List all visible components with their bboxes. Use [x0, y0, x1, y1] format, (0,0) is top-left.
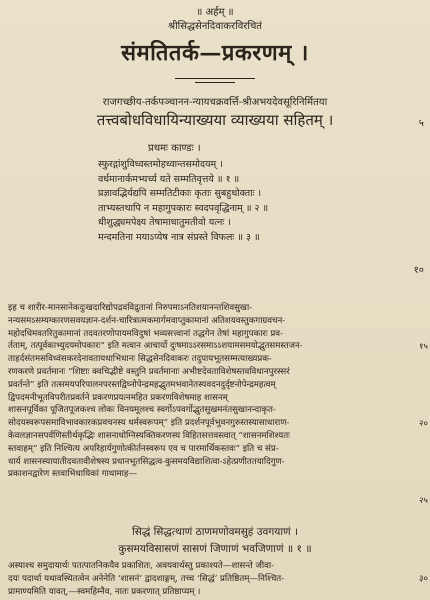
commentator-line: राजगच्छीय-तर्कपञ्चानन-न्यायचक्रवर्त्ति-श्रीअभयदेवसूरिनिर्मितया — [102, 97, 328, 108]
commentary-line: सोदयस्वरूपसमाविभावकारकप्रवचनस्य धर्मस्वरूपम्” इति प्रदर्शनपूर्वभुवनगुरुस्तस्यासाधाराण- — [8, 418, 290, 429]
verse-line: स्फुरद्गांशुविध्वस्तमोहध्वान्तसमोदयम् । — [98, 159, 223, 170]
verse-line: प्रज्ञावद्भिर्यद्यपि सम्मतिटीकाः कृताः सुबहुधोक्ताः । — [98, 188, 262, 199]
commentary-line: प्रकाशनद्वारेण स्तवाभिधायिकां गाथामाह— — [8, 469, 138, 480]
margin-number-15: १५ — [419, 342, 428, 352]
margin-number-25: २५ — [419, 496, 428, 506]
margin-number-10: १० — [413, 265, 424, 276]
commentary-line: प्रवर्तन्ते” इति तत्समयपरिपालनपरस्तद्विघ्नोपेन्द्रमहद्भुतमभवानेतस्यवदनदुर्दृष्टनोपेन्द्रमहत्वम् — [8, 379, 276, 390]
top-invocation: ॥ अर्हम् ॥ — [196, 7, 234, 18]
commentary-line: धार्य शासनस्यायातीदवतावीशेषस्य प्रधानभूतसिद्धत्व-कुसमयविद्याशित्वा-ऽहेत्प्रणीततयादिगुण- — [8, 456, 285, 467]
page-title: संमतितर्क—प्रकरणम् । — [121, 40, 309, 66]
gatha-line-1: सिद्धं सिद्धत्थाणं ठाणमणोवमसुहं उवगयाणं । — [132, 526, 298, 538]
tail-line: प्रामाण्यमिति यावत्,—स्वमहिम्नैव, नातः प्रकरणात् प्रतिष्ठाप्यम् । — [8, 586, 201, 597]
commentary-line: स्तवाहम्” इति निश्चित्य अपरिहार्यगुणोत्कीर्तनस्वरूप एव च पारमार्थिकस्तवः” इति च संप्र- — [8, 443, 279, 454]
margin-number-20: २० — [419, 419, 428, 429]
author-line: श्रीसिद्धसेनदिवाकरविरचितं — [167, 21, 263, 32]
commentary-line: द्विपदमनीभूतविपरीतप्रवर्तने प्रकरणप्रयत्नमहित प्रकरणविशेषमाह शासनम् — [8, 392, 228, 403]
verse-line: ताभ्यस्तथापि न महागुपकारः स्वदपवृद्धिनाम् ॥ २ ॥ — [98, 202, 269, 214]
tail-line: अस्याश्च समुदायार्थः पतत्पातनिकयैव प्रकाशितः, अवयवार्थस्तु प्रकाश्यते—शासन्ते जीवा- — [8, 561, 274, 571]
verse-line: धीशुद्ध्यमपेक्ष्य तेषामाधातुमतीवो यत्नः । — [98, 217, 231, 228]
margin-number-30: ३० — [419, 574, 428, 584]
margin-number-5: ५ — [418, 118, 424, 129]
commentary-line: शासनपूर्विका पूजितपूजकश्च लोकः विनयमूलश्च स्वर्गोऽपवर्गोद्भुतसुखमनंतसुखानन्दाकृत- — [8, 405, 276, 416]
commentary-line: महोदधिमवतरितुकामानां तदवतरणोपायमविदुषां भव्यसत्त्वानां तद्धगेन तेषां महागुपकारः प्रव- — [8, 328, 283, 339]
verse-block — [98, 158, 268, 245]
commentary-line: र्तताम्, तत्पूर्वकाभ्युदयमोपकारः” इति मत्वान आचार्यो दुःषमाऽऽरसमाऽऽशयामसमयोद्भुतसमस्तजन- — [8, 341, 303, 352]
title-rule-short — [195, 82, 235, 83]
commentary-line: ताहर्दसंतमसविध्वंसकरदेनावतायधाभिधानः सिद्धसेनदिवाकरः तदुपायभूतसम्मत्याख्यप्रक- — [8, 354, 272, 365]
commentary-line: केवलज्ञानसपर्वणिस्तीर्थकृद्भिः शासनाधोग्निस्यक्तिकरणस्य विहितसत्तवस्त्वात् “शासनमशिश्यतः — [8, 430, 290, 441]
verse-line: वर्धमानार्कमभ्यर्च्य यते सम्मतिवृत्तये ॥ १ ॥ — [98, 173, 240, 185]
verse-line: मन्दमतिना मयाऽप्येष नात्र संप्रस्ते विफलः ॥ ३ ॥ — [98, 231, 260, 243]
tail-text — [8, 560, 418, 598]
commentary-title: तत्त्वबोधविधायिन्याख्यया व्याख्यया सहितम् । — [96, 111, 334, 129]
title-rule — [175, 78, 255, 79]
commentary-line: रणकरणे प्रवर्तमानः “शिष्टाः क्वचिद्भीष्टे वस्तुनि प्रवर्तमानाः अभीष्टदेवताविशेषस्तवविधानपुरस्सरं — [8, 366, 290, 377]
gatha-line-2: कुसमयविसासणं सासणं जिणाणं भवजिणाणं ॥ १ ॥ — [118, 543, 312, 555]
commentary-line: इह च शारीर-मानसानेकदुःखदारिद्योपद्रवविद्रुतानां निरुपमाऽनतिशयानन्तशिवसुखा- — [8, 303, 253, 313]
kanda-heading: प्रथमः काण्डः । — [148, 143, 201, 154]
tail-line: दयः पदार्था यथावस्थितत्वेन अनेनेति ‘शासनं’ द्वादशाङ्गम्, तच्च ‘सिद्धं’ प्रतिष्ठितम्—निश्चित- — [8, 573, 285, 584]
commentary-text — [8, 302, 418, 481]
commentary-line: नन्यसमऽसम्यग्कारणसवयज्ञान-दर्शन-चारित्रात्मकमार्गमवाप्तुकामानां अतिशयवस्तुकगाग्रवचन- — [8, 315, 286, 326]
